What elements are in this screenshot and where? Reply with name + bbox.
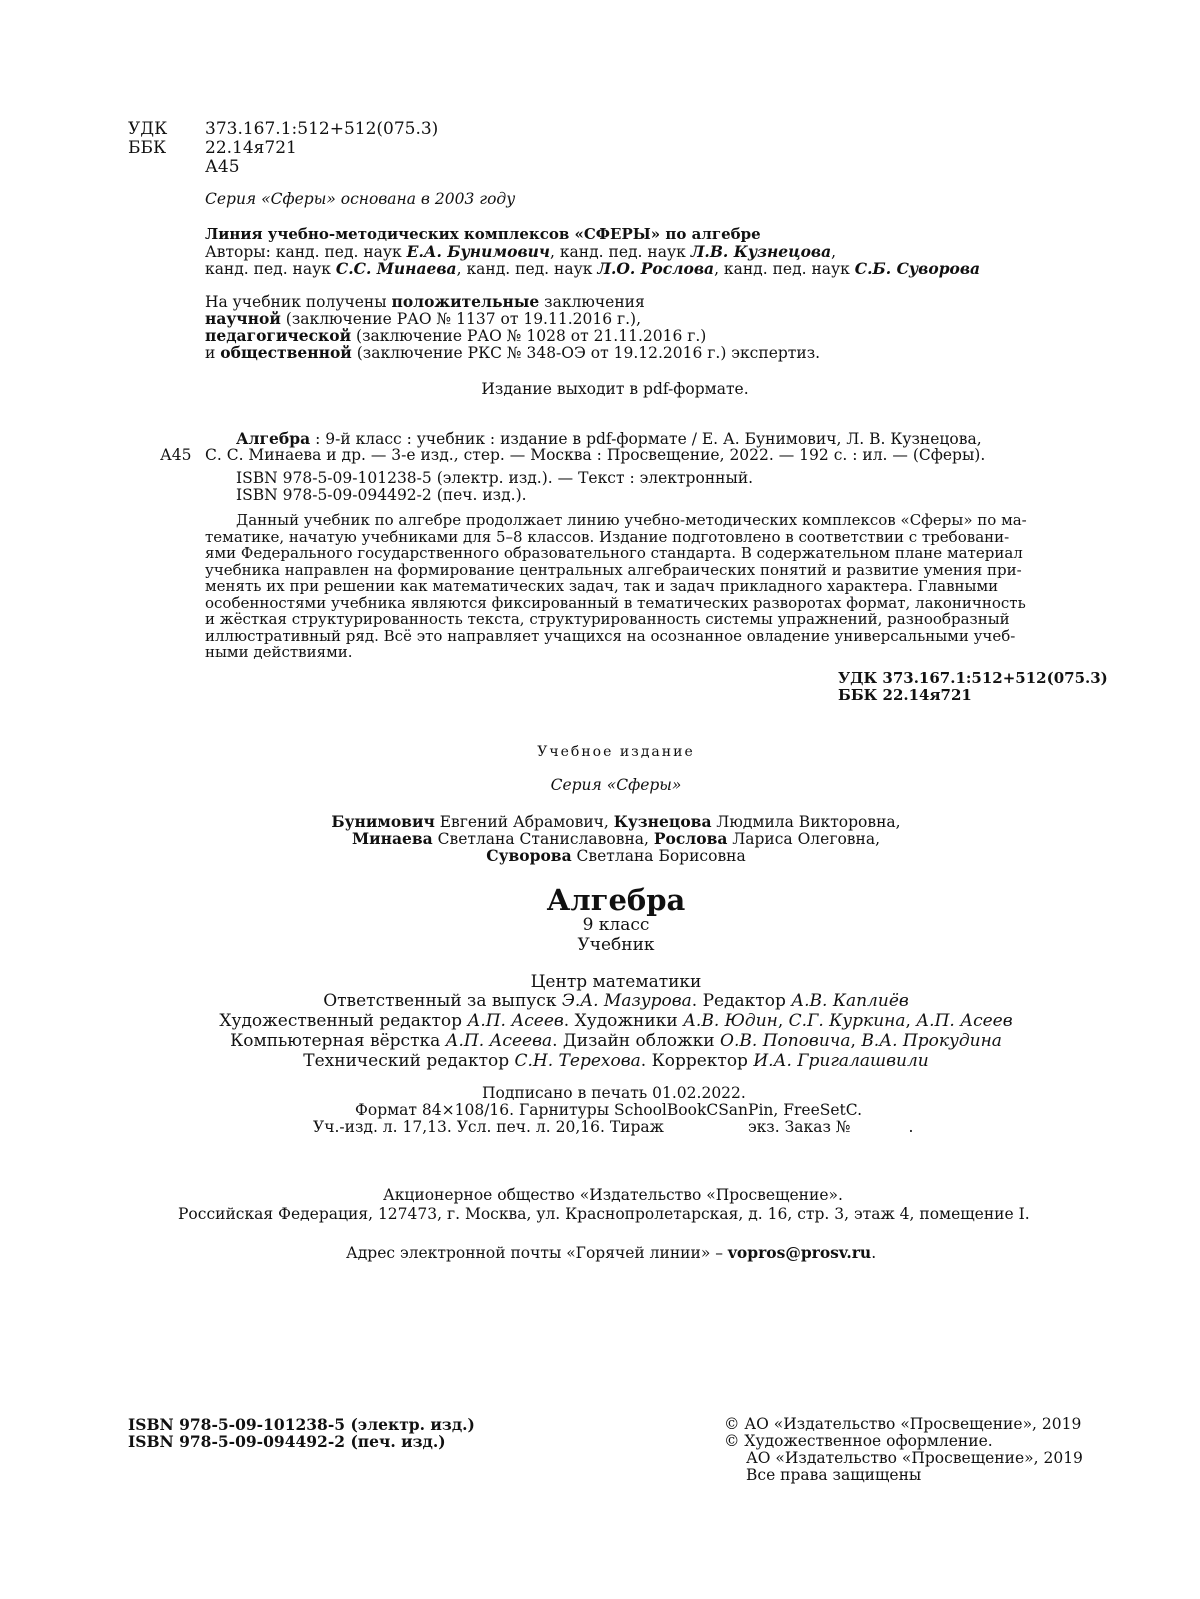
print-format: Формат 84×108/16. Гарнитуры SchoolBookCSanPin, FreeSetC. — [355, 1101, 863, 1119]
series-note: Серия «Сферы» основана в 2003 году — [205, 190, 516, 208]
bib-line-1: Алгебра : 9-й класс : учебник : издание в pdf-формате / Е. А. Бунимович, Л. В. Кузнецова, — [236, 429, 982, 448]
annotation-line: тематике, начатую учебниками для 5–8 классов. Издание подготовлено в соответствии с требовани- — [205, 527, 1010, 546]
credits-line-1: Ответственный за выпуск Э.А. Мазурова. Редактор А.В. Каплиёв — [323, 991, 909, 1011]
annotation-line: иллюстративный ряд. Всё это направляет учащихся на осознанное овладение универсальными учеб- — [205, 626, 1016, 645]
author-name: Е.А. Бунимович — [406, 242, 550, 261]
copyright-2: © Художественное оформление. — [724, 1432, 993, 1450]
authors-line-1: Авторы: канд. пед. наук Е.А. Бунимович, канд. пед. наук Л.В. Кузнецова, — [205, 242, 837, 261]
expertise-line-3: педагогической (заключение РАО № 1028 от 21.11.2016 г.) — [205, 326, 707, 345]
publisher-name: Акционерное общество «Издательство «Просвещение». — [383, 1186, 843, 1204]
credits-line-3: Компьютерная вёрстка А.П. Асеева. Дизайн обложки О.В. Поповича, В.А. Прокудина — [230, 1031, 1002, 1051]
credits-line-4: Технический редактор С.Н. Терехова. Корректор И.А. Григалашвили — [303, 1051, 929, 1071]
copyright-1: © АО «Издательство «Просвещение», 2019 — [724, 1415, 1082, 1433]
book-kind: Учебник — [577, 935, 655, 955]
annotation-line: ями Федерального государственного образовательного стандарта. В содержательном плане материал — [205, 544, 1023, 562]
full-authors-line-2: Минаева Светлана Станиславовна, Рослова Лариса Олеговна, — [351, 829, 880, 848]
annotation-line: менять их при решении как математических задач, так и задач прикладного характера. Главными — [205, 577, 999, 595]
author-name: С.С. Минаева — [335, 259, 457, 278]
codes-bbk: ББК 22.14я721 — [838, 686, 972, 704]
book-title: Алгебра — [546, 883, 686, 917]
print-signed: Подписано в печать 01.02.2022. — [482, 1084, 746, 1102]
edition-type: Учебное издание — [537, 744, 695, 760]
expertise-line-4: и общественной (заключение РКС № 348-ОЭ от 19.12.2016 г.) экспертиз. — [205, 343, 821, 362]
authors-line-2: канд. пед. наук С.С. Минаева, канд. пед. наук Л.О. Рослова, канд. пед. наук С.Б. Суворова — [205, 259, 981, 278]
author-name: Л.В. Кузнецова — [690, 242, 832, 261]
author-name: Л.О. Рослова — [597, 259, 715, 278]
annotation-line: Данный учебник по алгебре продолжает линию учебно-методических комплексов «Сферы» по ма- — [236, 511, 1027, 529]
email-address: vopros@prosv.ru — [727, 1243, 872, 1262]
bbk-label: ББК — [128, 138, 167, 158]
print-volume: Уч.-изд. л. 17,13. Усл. печ. л. 20,16. Тираж экз. Заказ № . — [313, 1118, 914, 1136]
footer-isbn-2: ISBN 978-5-09-094492-2 (печ. изд.) — [128, 1432, 446, 1451]
annotation-line: учебника направлен на формирование центральных алгебраических понятий и развитие умения при- — [205, 560, 1022, 579]
author-mark: А45 — [205, 157, 240, 177]
credits-line-2: Художественный редактор А.П. Асеев. Художники А.В. Юдин, С.Г. Куркина, А.П. Асеев — [219, 1011, 1013, 1031]
annotation-line: особенностями учебника являются фиксированный в тематических разворотах формат, лаконичность — [205, 593, 1026, 612]
book-grade: 9 класс — [582, 915, 650, 935]
author-name: С.Б. Суворова — [854, 259, 981, 278]
annotation-line: и жёсткая структурированность текста, структурированность системы упражнений, разнообразный — [205, 610, 1010, 628]
annotation — [205, 512, 1105, 661]
bib-line-2: С. С. Минаева и др. — 3-е изд., стер. — Москва : Просвещение, 2022. — 192 с. : ил. — (Сферы). — [205, 446, 986, 464]
full-authors-line-3: Суворова Светлана Борисовна — [486, 846, 746, 865]
publisher-email-line: Адрес электронной почты «Горячей линии» – vopros@prosv.ru. — [346, 1243, 877, 1262]
bbk-value: 22.14я721 — [205, 138, 297, 158]
codes-udk: УДК 373.167.1:512+512(075.3) — [838, 669, 1108, 687]
credits-center: Центр математики — [530, 972, 702, 992]
publisher-address: Российская Федерация, 127473, г. Москва, ул. Краснопролетарская, д. 16, стр. 3, этаж 4, помещение I. — [178, 1205, 1030, 1223]
rights-reserved: Все права защищены — [746, 1466, 922, 1484]
bib-isbn-1: ISBN 978-5-09-101238-5 (электр. изд.). — Текст : электронный. — [236, 469, 754, 487]
annotation-line: ными действиями. — [205, 643, 353, 661]
expertise-line-2: научной (заключение РАО № 1137 от 19.11.2016 г.), — [205, 309, 642, 328]
udk-label: УДК — [128, 119, 168, 139]
footer-isbn-1: ISBN 978-5-09-101238-5 (электр. изд.) — [128, 1415, 475, 1434]
series-name: Серия «Сферы» — [550, 776, 682, 794]
pdf-note: Издание выходит в pdf-формате. — [481, 380, 749, 398]
udk-value: 373.167.1:512+512(075.3) — [205, 119, 439, 139]
line-title: Линия учебно-методических комплексов «СФЕРЫ» по алгебре — [205, 225, 761, 243]
full-authors-line-1: Бунимович Евгений Абрамович, Кузнецова Людмила Викторовна, — [331, 812, 901, 831]
bib-isbn-2: ISBN 978-5-09-094492-2 (печ. изд.). — [236, 486, 527, 504]
bib-mark: А45 — [160, 446, 192, 464]
expertise-line-1: На учебник получены положительные заключения — [205, 292, 645, 311]
copyright-3: АО «Издательство «Просвещение», 2019 — [746, 1449, 1083, 1467]
